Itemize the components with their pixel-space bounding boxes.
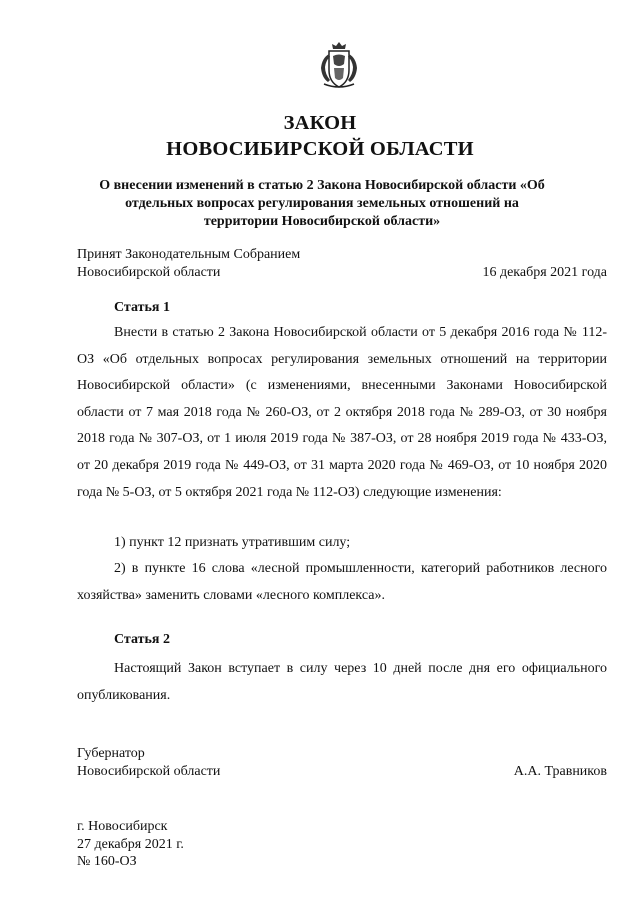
accepted-date: 16 декабря 2021 года (482, 265, 607, 280)
article-2-heading: Статья 2 (114, 632, 170, 647)
law-title: ЗАКОН (283, 112, 357, 134)
accepted-block (77, 246, 607, 282)
signature-block (77, 745, 607, 781)
article-1-item-2: 2) в пункте 16 слова «лесной промышленности, категорий работников лесного хозяйства» заменить словами «лесного комплекса». (77, 561, 607, 603)
signature-region: Новосибирской области (77, 764, 221, 779)
footer-city: г. Новосибирск (77, 819, 168, 834)
accepted-by-region: Новосибирской области (77, 265, 221, 280)
law-subtitle: О внесении изменений в статью 2 Закона Новосибирской области «Об отдельных вопросах регулирования земельных отношений на территории Новосибирской области» (99, 178, 545, 229)
accepted-by-line: Принят Законодательным Собранием (77, 247, 301, 262)
signature-position: Губернатор (77, 746, 145, 761)
footer-number: № 160-ОЗ (77, 854, 137, 869)
article-1-heading: Статья 1 (114, 300, 170, 315)
article-1-item-1: 1) пункт 12 признать утратившим силу; (114, 535, 351, 550)
signature-name: А.А. Травников (513, 764, 607, 779)
coat-of-arms-icon (316, 40, 362, 90)
footer-block (77, 818, 184, 871)
footer-date: 27 декабря 2021 г. (77, 836, 184, 852)
article-1-intro: Внести в статью 2 Закона Новосибирской области от 5 декабря 2016 года № 112-ОЗ «Об отдельных вопросах регулирования земельных отношений на территории Новосибирской области» (с изменениями, внесенными Законами Новосибирской области от 7 мая 2018 года № 260-ОЗ, от 2 октября 2018 года № 289-ОЗ, от 30 ноября 2018 года № 307-ОЗ, от 1 июля 2019 года № 387-ОЗ, от 28 ноября 2019 года № 433-ОЗ, от 20 декабря 2019 года № 449-ОЗ, от 31 марта 2020 года № 469-ОЗ, от 10 ноября 2020 года № 5-ОЗ, от 5 октября 2021 года № 112-ОЗ) следующие изменения: (77, 325, 607, 500)
article-2-text: Настоящий Закон вступает в силу через 10 дней после дня его официального опубликования. (77, 661, 607, 703)
region-title: НОВОСИБИРСКОЙ ОБЛАСТИ (166, 138, 474, 160)
